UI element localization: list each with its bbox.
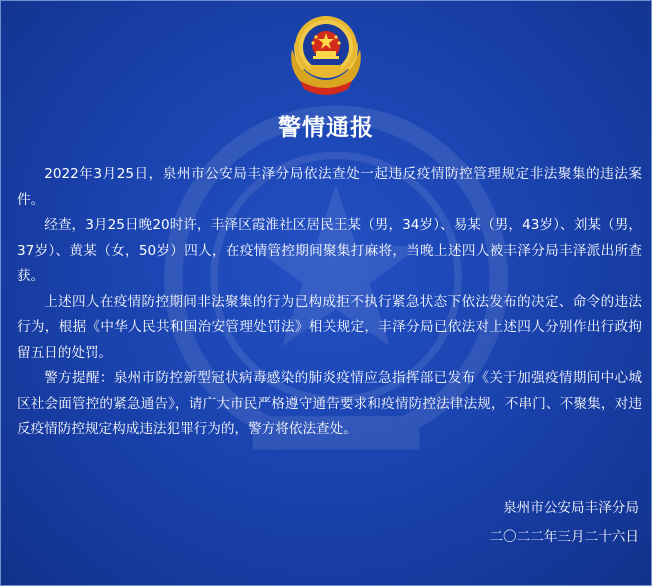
issuer-name: 泉州市公安局丰泽分局 bbox=[503, 500, 639, 516]
notice-title: 警情通报 bbox=[278, 115, 374, 141]
notice-paragraph-investigation: 经查，3月25日晚20时许，丰泽区霞淮社区居民王某（男，34岁）、易某（男，43岁）、刘某（男，37岁）、黄某（女，50岁）四人，在疫情管控期间聚集打麻将，当晚上述四人被丰泽分局丰泽派出所查获。 bbox=[17, 217, 642, 284]
police-emblem-icon bbox=[282, 9, 370, 99]
notice-body bbox=[17, 162, 642, 443]
notice-signature bbox=[489, 494, 639, 552]
notice-paragraph-incident: 2022年3月25日，泉州市公安局丰泽分局依法查处一起违反疫情防控管理规定非法聚集的违法案件。 bbox=[17, 166, 642, 208]
notice-paragraph-penalty: 上述四人在疫情防控期间非法聚集的行为已构成拒不执行紧急状态下依法发布的决定、命令的违法行为，根据《中华人民共和国治安管理处罚法》相关规定，丰泽分局已依法对上述四人分别作出行政拘留五日的处罚。 bbox=[17, 293, 642, 361]
notice-paragraph-reminder: 警方提醒：泉州市防控新型冠状病毒感染的肺炎疫情应急指挥部已发布《关于加强疫情期间中心城区社会面管控的紧急通告》，请广大市民严格遵守通告要求和疫情防控法律法规，不串门、不聚集，对违反疫情防控规定构成违法犯罪行为的，警方将依法查处。 bbox=[17, 370, 642, 437]
issue-date: 二〇二二年三月二十六日 bbox=[489, 529, 639, 545]
